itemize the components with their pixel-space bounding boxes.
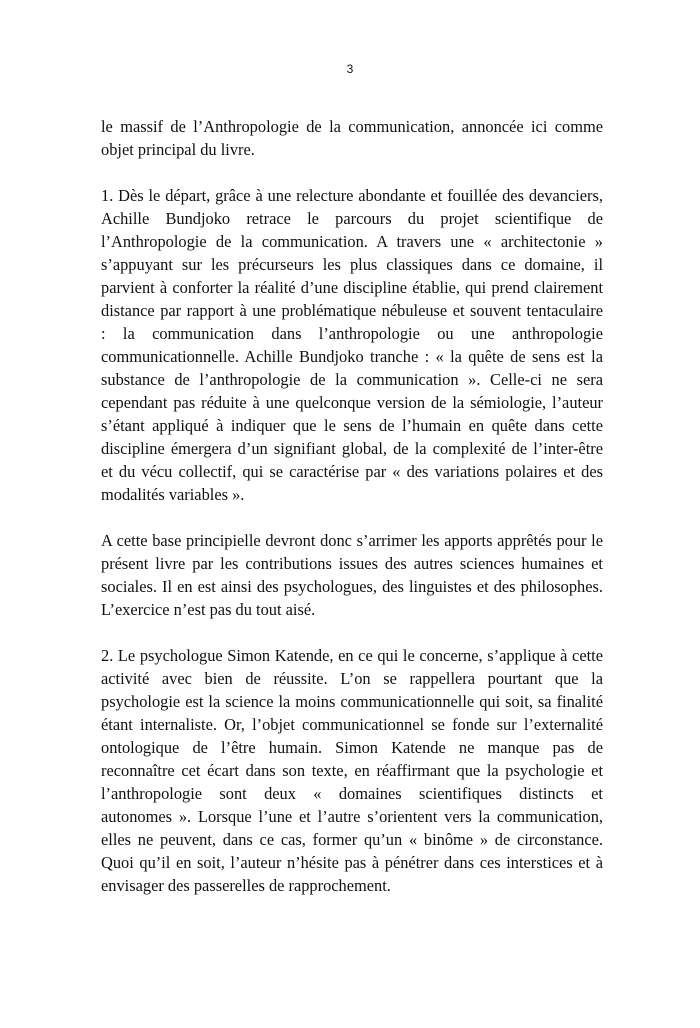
- text-line: reconnaître cet écart dans son texte, en réaffirmant que la psychologie et: [101, 761, 603, 780]
- text-line: modalités variables ».: [101, 485, 245, 504]
- text-line: le massif de l’Anthropologie de la communication, annoncée ici comme: [101, 117, 603, 136]
- text-line: A cette base principielle devront donc s’arrimer les apports apprêtés pour le: [101, 531, 603, 550]
- text-line: L’exercice n’est pas du tout aisé.: [101, 600, 316, 619]
- text-line: Quoi qu’il en soit, l’auteur n’hésite pas à pénétrer dans ces interstices et à: [101, 853, 603, 872]
- text-line: l’Anthropologie de la communication. A travers une « architectonie »: [101, 232, 603, 251]
- text-line: psychologie est la science la moins communicationnelle qui soit, sa finalité: [101, 692, 603, 711]
- text-line: Achille Bundjoko retrace le parcours du projet scientifique de: [101, 209, 603, 228]
- text-line: parvient à conforter la réalité d’une discipline établie, qui prend clairement: [101, 278, 603, 297]
- text-line: cependant pas réduite à une quelconque version de la sémiologie, l’auteur: [101, 393, 603, 412]
- text-line: s’étant appliqué à indiquer que le sens de l’humain en quête dans cette: [101, 416, 603, 435]
- text-line: l’anthropologie sont deux « domaines scientifiques distincts et: [101, 784, 603, 803]
- text-line: distance par rapport à une problématique nébuleuse et souvent tentaculaire: [101, 301, 603, 320]
- text-line: ontologique de l’être humain. Simon Katende ne manque pas de: [101, 738, 603, 757]
- text-line: communicationnelle. Achille Bundjoko tranche : « la quête de sens est la: [101, 347, 603, 366]
- text-line: autonomes ». Lorsque l’une et l’autre s’orientent vers la communication,: [101, 807, 603, 826]
- text-line: objet principal du livre.: [101, 140, 255, 159]
- text-line: elles ne peuvent, dans ce cas, former qu’un « binôme » de circonstance.: [101, 830, 603, 849]
- paragraph-intro-continuation: [101, 115, 603, 161]
- text-line: activité avec bien de réussite. L’on se rappellera pourtant que la: [101, 669, 603, 688]
- paragraph-base-principielle: [101, 529, 603, 621]
- text-line: étant internaliste. Or, l’objet communicationnel se fonde sur l’externalité: [101, 715, 603, 734]
- text-line: 2. Le psychologue Simon Katende, en ce qui le concerne, s’applique à cette: [101, 646, 603, 665]
- text-line: s’appuyant sur les précurseurs les plus classiques dans ce domaine, il: [101, 255, 603, 274]
- text-line: substance de l’anthropologie de la communication ». Celle-ci ne sera: [101, 370, 603, 389]
- text-line: 1. Dès le départ, grâce à une relecture abondante et fouillée des devanciers,: [101, 186, 603, 205]
- text-line: : la communication dans l’anthropologie ou une anthropologie: [101, 324, 603, 343]
- text-line: sociales. Il en est ainsi des psychologues, des linguistes et des philosophes.: [101, 577, 603, 596]
- document-body: [101, 115, 603, 920]
- paragraph-section-2: [101, 644, 603, 897]
- text-line: envisager des passerelles de rapprochement.: [101, 876, 391, 895]
- paragraph-section-1: [101, 184, 603, 506]
- page-number: 3: [346, 62, 354, 76]
- text-line: discipline émergera d’un signifiant global, de la complexité de l’inter-être: [101, 439, 603, 458]
- text-line: présent livre par les contributions issues des autres sciences humaines et: [101, 554, 603, 573]
- text-line: et du vécu collectif, qui se caractérise par « des variations polaires et des: [101, 462, 603, 481]
